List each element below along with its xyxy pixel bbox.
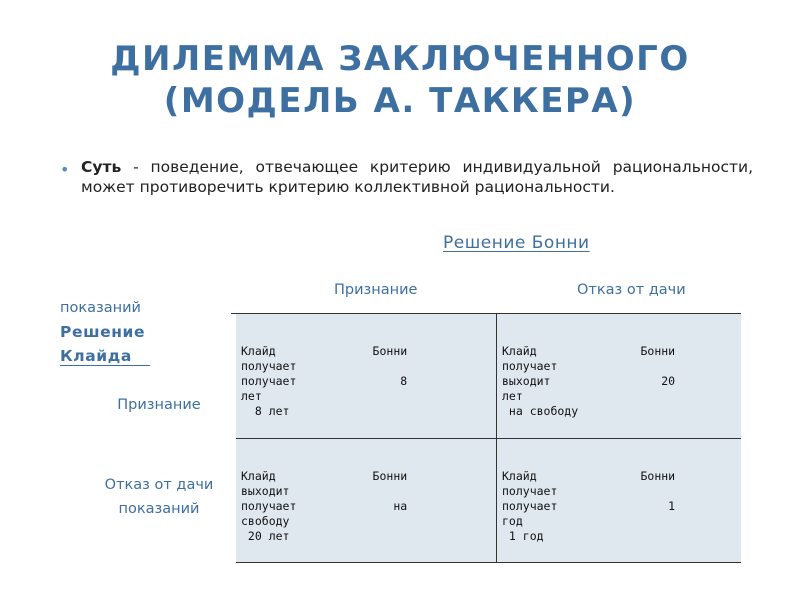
bullet-body: - поведение, отвечающее критерию индивидуальной рациональности, может противоречить критерию коллективной рациональности. xyxy=(81,158,753,196)
payoff-matrix xyxy=(236,313,741,563)
matrix-border-center xyxy=(496,313,497,563)
matrix-cell-refuse-refuse: Клайд Бонни получает получает 1 год 1 год xyxy=(502,469,676,543)
matrix-border-middle xyxy=(236,438,741,439)
row-player-title-line-1: Решение xyxy=(60,323,146,341)
slide-title-line-2: (МОДЕЛЬ А. ТАККЕРА) xyxy=(163,81,637,121)
column-player-title: Решение Бонни xyxy=(443,233,590,253)
bullet-lead: Суть xyxy=(81,158,122,176)
matrix-border-top xyxy=(236,313,741,314)
row-header-refuse: Отказ от дачи показаний xyxy=(104,477,214,517)
matrix-edge-tick xyxy=(231,313,237,314)
matrix-cell-confess-confess: Клайд Бонни получает получает 8 лет 8 лет xyxy=(241,344,408,418)
row-player-title-underline xyxy=(60,365,150,366)
column-header-refuse: Отказ от дачи xyxy=(577,282,686,298)
matrix-cell-confess-refuse: Клайд Бонни получает выходит 20 лет на свободу xyxy=(502,344,676,418)
matrix-cell-refuse-confess: Клайд Бонни выходит получает на свободу 20 лет xyxy=(241,469,408,543)
bullet-text xyxy=(81,157,753,197)
column-header-confess: Признание xyxy=(334,282,418,298)
row-player-title-line-2: Клайда xyxy=(60,347,132,365)
matrix-border-bottom xyxy=(236,562,741,563)
row-header-fragment: показаний xyxy=(60,300,141,316)
bullet-marker: • xyxy=(60,160,70,179)
slide-title xyxy=(0,38,800,122)
slide-title-line-1: ДИЛЕММА ЗАКЛЮЧЕННОГО xyxy=(110,39,690,79)
row-header-confess: Признание xyxy=(117,397,201,413)
